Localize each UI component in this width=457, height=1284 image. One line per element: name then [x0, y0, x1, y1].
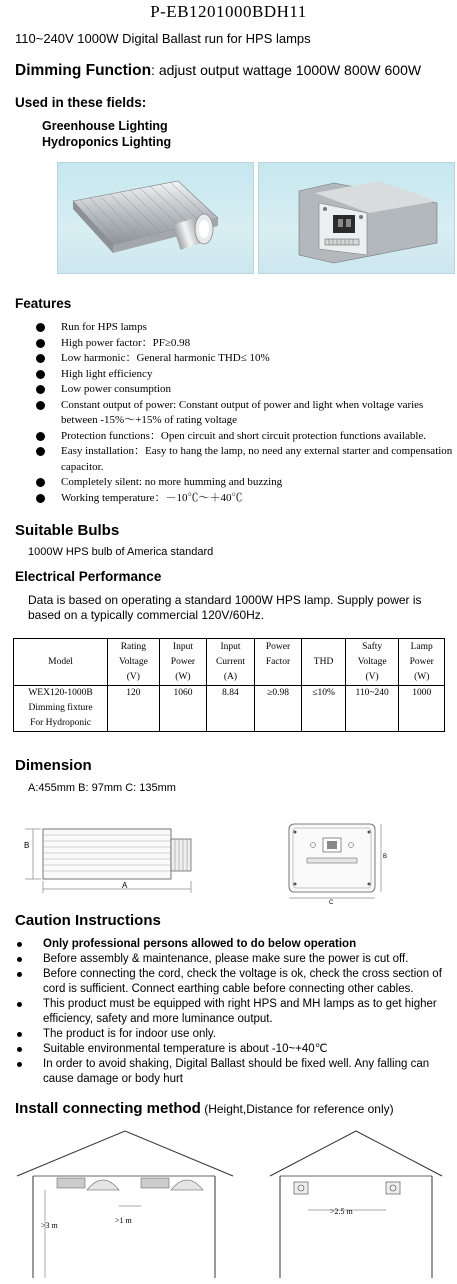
ballast-back-illustration [259, 163, 454, 273]
col-input-power: Input Power (W) [159, 639, 207, 686]
cell-power-factor: ≥0.98 [254, 686, 302, 732]
list-item: This product must be equipped with right HPS and MH lamps as to get higher efficiency, safety and more luminance output. [15, 997, 455, 1027]
install-heading: Install connecting method (Height,Distance for reference only) [15, 1100, 394, 1117]
bullet-icon [17, 972, 22, 977]
cell-thd: ≤10% [302, 686, 346, 732]
install-diagram-end [268, 1128, 448, 1278]
bulbs-heading: Suitable Bulbs [15, 522, 120, 539]
list-item: Easy installation：Easy to hang the lamp, no need any external starter and compensation capacitor. [36, 444, 456, 475]
cell-lamp-power: 1000 [399, 686, 445, 732]
col-model: Model [14, 639, 108, 686]
list-item: Low power consumption [36, 382, 456, 398]
list-item: Constant output of power: Constant output of power and light when voltage varies between -15%～+15% of rating voltage [36, 398, 456, 429]
bulbs-text: 1000W HPS bulb of America standard [28, 546, 214, 558]
col-thd: THD [302, 639, 346, 686]
ballast-photo-front [57, 162, 254, 274]
cell-model: WEX120-1000B Dimming fixture For Hydroponic [14, 686, 108, 732]
list-item: Only professional persons allowed to do below operation [15, 937, 455, 952]
table-header-row [14, 639, 445, 686]
label-b-end: B [383, 854, 388, 860]
label-b: B [24, 841, 30, 850]
dimension-heading: Dimension [15, 757, 92, 774]
field-item: Hydroponics Lighting [42, 135, 172, 149]
list-item: The product is for indoor use only. [15, 1027, 455, 1042]
dimension-text: A:455mm B: 97mm C: 135mm [28, 782, 176, 794]
cell-input-power: 1060 [159, 686, 207, 732]
bullet-icon [36, 447, 45, 456]
list-item: In order to avoid shaking, Digital Ballast should be fixed well. Any falling can cause damage or body hurt [15, 1057, 455, 1087]
electrical-text: Data is based on operating a standard 1000W HPS lamp. Supply power is based on a typically commercial 120V/60Hz. [28, 593, 422, 622]
list-item: Working temperature：－10℃～＋40℃ [36, 491, 456, 507]
list-item: Run for HPS lamps [36, 320, 456, 336]
dimming-function-line [15, 62, 421, 80]
col-rating-voltage: Rating Voltage (V) [108, 639, 160, 686]
bullet-icon [36, 478, 45, 487]
caution-list [15, 937, 455, 1087]
bullet-icon [36, 339, 45, 348]
bullet-icon [36, 370, 45, 379]
dimension-side-drawing [15, 815, 215, 895]
bullet-icon [17, 942, 22, 947]
bullet-icon [36, 323, 45, 332]
features-list [36, 320, 456, 506]
col-input-current: Input Current (A) [207, 639, 255, 686]
list-item: Suitable environmental temperature is about -10~+40℃ [15, 1042, 455, 1057]
label-distance-left: >1 m [115, 1216, 132, 1225]
cell-safty-voltage: 110~240 [345, 686, 399, 732]
col-lamp-power: Lamp Power (W) [399, 639, 445, 686]
ballast-front-illustration [58, 163, 253, 273]
list-item: Protection functions：Open circuit and short circuit protection functions available. [36, 429, 456, 445]
bullet-icon [17, 1032, 22, 1037]
table-row [14, 686, 445, 732]
dimming-text: : adjust output wattage 1000W 800W 600W [151, 62, 422, 78]
label-c: C [329, 900, 334, 904]
label-a: A [122, 881, 128, 890]
col-power-factor: Power Factor [254, 639, 302, 686]
electrical-table [13, 638, 445, 732]
cell-input-current: 8.84 [207, 686, 255, 732]
field-item: Greenhouse Lighting [42, 119, 168, 133]
bullet-icon [36, 354, 45, 363]
ballast-photo-back [258, 162, 455, 274]
fields-heading: Used in these fields: [15, 95, 147, 110]
list-item: Before assembly & maintenance, please make sure the power is cut off. [15, 952, 455, 967]
list-item: Before connecting the cord, check the voltage is ok, check the cross section of cord is sufficient. Connect earthing cable before connecting other cables. [15, 967, 455, 997]
install-note: (Height,Distance for reference only) [200, 1102, 394, 1116]
cell-rating-voltage: 120 [108, 686, 160, 732]
list-item: High light efficiency [36, 367, 456, 383]
product-subtitle: 110~240V 1000W Digital Ballast run for HPS lamps [15, 31, 311, 46]
list-item: High power factor：PF≥0.98 [36, 336, 456, 352]
col-safty-voltage: Safty Voltage (V) [345, 639, 399, 686]
caution-heading: Caution Instructions [15, 912, 161, 929]
list-item: Low harmonic：General harmonic THD≤ 10% [36, 351, 456, 367]
bullet-icon [17, 1002, 22, 1007]
bullet-icon [36, 385, 45, 394]
features-heading: Features [15, 296, 72, 311]
install-diagram-side [15, 1128, 245, 1278]
label-distance-right: >2.5 m [330, 1207, 353, 1216]
dimension-end-drawing [283, 818, 393, 904]
electrical-heading: Electrical Performance [15, 569, 162, 584]
model-title: P-EB1201000BDH11 [150, 2, 307, 21]
bullet-icon [17, 1047, 22, 1052]
bullet-icon [17, 1062, 22, 1067]
bullet-icon [36, 401, 45, 410]
dimming-label: Dimming Function [15, 62, 152, 79]
bullet-icon [36, 432, 45, 441]
label-height: >3 m [41, 1221, 58, 1230]
bullet-icon [17, 957, 22, 962]
list-item: Completely silent: no more humming and buzzing [36, 475, 456, 491]
fields-list [42, 118, 171, 150]
bullet-icon [36, 494, 45, 503]
